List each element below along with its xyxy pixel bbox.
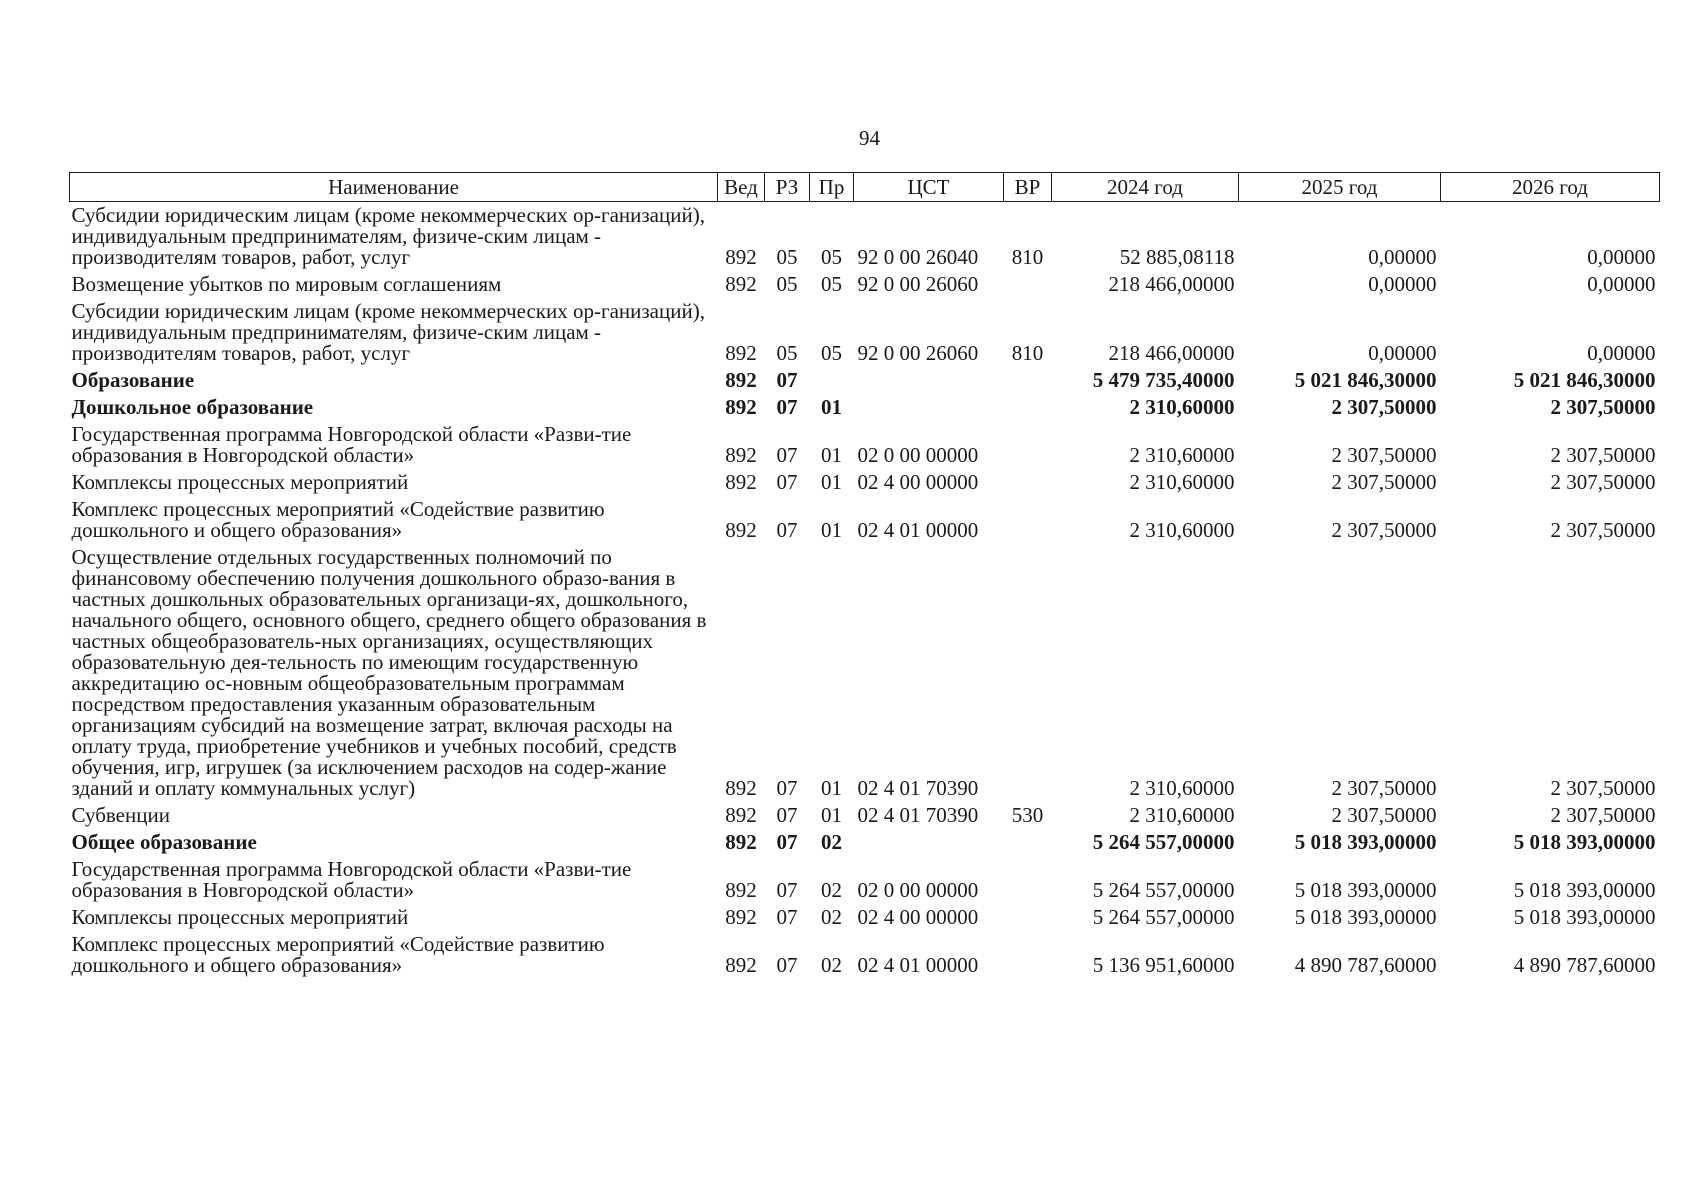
row-2024: 2 310,60000 <box>1129 395 1235 419</box>
row-ved: 892 <box>725 443 757 467</box>
row-name: Образование <box>71 368 195 392</box>
row-rz: 07 <box>776 518 798 542</box>
row-2025: 2 307,50000 <box>1331 518 1437 542</box>
row-vr <box>1004 829 1052 856</box>
row-ved: 892 <box>725 368 757 392</box>
row-2026: 5 018 393,00000 <box>1513 830 1656 854</box>
row-2024: 5 264 557,00000 <box>1092 830 1235 854</box>
row-cst: 02 4 01 00000 <box>857 953 979 977</box>
row-ved: 892 <box>725 395 757 419</box>
row-pr: 02 <box>821 953 842 977</box>
row-2024: 5 264 557,00000 <box>1092 905 1235 929</box>
row-2026: 0,00000 <box>1587 272 1656 296</box>
row-2026: 2 307,50000 <box>1550 395 1656 419</box>
row-rz: 05 <box>776 272 798 296</box>
row-pr: 05 <box>821 245 842 269</box>
row-2024: 218 466,00000 <box>1108 341 1235 365</box>
row-2025: 5 018 393,00000 <box>1294 830 1437 854</box>
row-ved: 892 <box>725 803 757 827</box>
row-cst <box>854 394 1004 421</box>
row-name: Субсидии юридическим лицам (кроме некоммерческих ор-ганизаций), индивидуальным предпринимателям, физиче-ским лицам - производителям товаров, работ, услуг <box>71 203 705 269</box>
row-ved: 892 <box>725 470 757 494</box>
row-2025: 4 890 787,60000 <box>1294 953 1437 977</box>
row-2024: 2 310,60000 <box>1129 803 1235 827</box>
header-2025: 2025 год <box>1239 173 1441 202</box>
row-pr: 02 <box>821 878 842 902</box>
table-row <box>70 904 1660 931</box>
row-pr: 01 <box>821 395 842 419</box>
header-2026: 2026 год <box>1441 173 1660 202</box>
row-name: Осуществление отдельных государственных полномочий по финансовому обеспечению получения дошкольного образо-вания в частных дошкольных образовательных организаци-ях, дошкольного, начального общего, основного общего, среднего общего образования в частных общеобразователь-ных организациях, осуществляющих образовательную дея-тельность по имеющим государственную аккредитацию ос-новным общеобразовательным программам посредством предоставления указанным образовательным организациям субсидий на возмещение затрат, включая расходы на оплату труда, приобретение учебников и учебных пособий, средств обучения, игр, игрушек (за исключением расходов на содер-жание зданий и оплату коммунальных услуг) <box>71 545 707 800</box>
row-ved: 892 <box>725 905 757 929</box>
row-2026: 2 307,50000 <box>1550 518 1656 542</box>
row-rz: 05 <box>776 245 798 269</box>
row-vr <box>1004 904 1052 931</box>
row-rz: 07 <box>776 953 798 977</box>
row-rz: 07 <box>776 830 798 854</box>
row-vr <box>1004 271 1052 298</box>
row-cst <box>854 367 1004 394</box>
header-cst: ЦСТ <box>854 173 1004 202</box>
row-rz: 07 <box>776 470 798 494</box>
row-2026: 4 890 787,60000 <box>1513 953 1656 977</box>
row-cst: 92 0 00 26040 <box>857 245 979 269</box>
row-2024: 2 310,60000 <box>1129 470 1235 494</box>
row-2024: 2 310,60000 <box>1129 518 1235 542</box>
row-vr <box>1004 367 1052 394</box>
header-pr: Пр <box>810 173 854 202</box>
header-ved: Вед <box>718 173 765 202</box>
row-name: Возмещение убытков по мировым соглашениям <box>71 272 502 296</box>
row-ved: 892 <box>725 245 757 269</box>
row-cst: 02 0 00 00000 <box>857 443 979 467</box>
row-2025: 2 307,50000 <box>1331 395 1437 419</box>
row-rz: 07 <box>776 776 798 800</box>
row-rz: 07 <box>776 905 798 929</box>
row-rz: 07 <box>776 395 798 419</box>
row-2026: 5 018 393,00000 <box>1513 905 1656 929</box>
page-number: 94 <box>859 126 880 150</box>
row-name: Субвенции <box>71 803 170 827</box>
row-cst: 02 4 01 70390 <box>857 803 979 827</box>
row-name: Комплексы процессных мероприятий <box>71 905 409 929</box>
table-row <box>70 202 1660 272</box>
row-2025: 5 018 393,00000 <box>1294 878 1437 902</box>
row-name: Комплекс процессных мероприятий «Содействие развитию дошкольного и общего образования» <box>71 497 605 542</box>
row-name: Дошкольное образование <box>71 395 314 419</box>
header-vr: ВР <box>1004 173 1052 202</box>
row-pr: 05 <box>821 341 842 365</box>
table-row <box>70 298 1660 367</box>
row-pr: 01 <box>821 776 842 800</box>
row-2026: 0,00000 <box>1587 341 1656 365</box>
table-row <box>70 496 1660 544</box>
row-vr <box>1004 421 1052 469</box>
row-cst: 02 4 01 00000 <box>857 518 979 542</box>
row-name: Субсидии юридическим лицам (кроме некоммерческих ор-ганизаций), индивидуальным предпринимателям, физиче-ским лицам - производителям товаров, работ, услуг <box>71 299 705 365</box>
row-vr <box>1004 856 1052 904</box>
row-cst: 92 0 00 26060 <box>857 272 979 296</box>
row-ved: 892 <box>725 953 757 977</box>
row-2026: 2 307,50000 <box>1550 776 1656 800</box>
row-rz: 07 <box>776 803 798 827</box>
row-vr: 810 <box>1011 341 1044 365</box>
table-row <box>70 394 1660 421</box>
row-2025: 2 307,50000 <box>1331 803 1437 827</box>
row-pr: 01 <box>821 470 842 494</box>
row-2026: 2 307,50000 <box>1550 470 1656 494</box>
header-2024: 2024 год <box>1052 173 1239 202</box>
row-2025: 0,00000 <box>1368 341 1437 365</box>
table-body <box>70 202 1660 980</box>
row-rz: 07 <box>776 443 798 467</box>
row-ved: 892 <box>725 272 757 296</box>
row-pr: 01 <box>821 443 842 467</box>
row-2025: 2 307,50000 <box>1331 443 1437 467</box>
row-2025: 0,00000 <box>1368 272 1437 296</box>
row-2026: 2 307,50000 <box>1550 443 1656 467</box>
row-cst: 02 0 00 00000 <box>857 878 979 902</box>
row-2024: 218 466,00000 <box>1108 272 1235 296</box>
row-2024: 52 885,08118 <box>1119 245 1235 269</box>
row-vr <box>1004 931 1052 979</box>
row-2024: 5 479 735,40000 <box>1092 368 1235 392</box>
row-rz: 05 <box>776 341 798 365</box>
table-row <box>70 856 1660 904</box>
table-row <box>70 931 1660 979</box>
row-2026: 5 018 393,00000 <box>1513 878 1656 902</box>
row-2024: 2 310,60000 <box>1129 776 1235 800</box>
row-2024: 2 310,60000 <box>1129 443 1235 467</box>
row-cst <box>854 829 1004 856</box>
table-row <box>70 421 1660 469</box>
row-pr: 01 <box>821 518 842 542</box>
row-name: Комплексы процессных мероприятий <box>71 470 409 494</box>
row-cst: 92 0 00 26060 <box>857 341 979 365</box>
row-vr: 810 <box>1011 245 1044 269</box>
row-pr: 02 <box>821 830 842 854</box>
row-pr: 01 <box>821 803 842 827</box>
row-2025: 2 307,50000 <box>1331 470 1437 494</box>
row-2025: 2 307,50000 <box>1331 776 1437 800</box>
budget-table <box>69 172 1660 979</box>
header-row <box>70 173 1660 202</box>
header-name: Наименование <box>70 173 718 202</box>
row-vr: 530 <box>1011 803 1044 827</box>
table-row <box>70 802 1660 829</box>
row-cst: 02 4 00 00000 <box>857 905 979 929</box>
row-ved: 892 <box>725 878 757 902</box>
header-rz: РЗ <box>765 173 810 202</box>
row-2026: 0,00000 <box>1587 245 1656 269</box>
row-vr <box>1004 544 1052 802</box>
table-row <box>70 271 1660 298</box>
row-2026: 2 307,50000 <box>1550 803 1656 827</box>
row-2025: 5 018 393,00000 <box>1294 905 1437 929</box>
row-ved: 892 <box>725 830 757 854</box>
row-vr <box>1004 496 1052 544</box>
row-2024: 5 264 557,00000 <box>1092 878 1235 902</box>
row-ved: 892 <box>725 776 757 800</box>
row-rz: 07 <box>776 368 798 392</box>
row-cst: 02 4 01 70390 <box>857 776 979 800</box>
row-2026: 5 021 846,30000 <box>1513 368 1656 392</box>
row-ved: 892 <box>725 518 757 542</box>
row-2025: 5 021 846,30000 <box>1294 368 1437 392</box>
row-cst: 02 4 00 00000 <box>857 470 979 494</box>
table-row <box>70 829 1660 856</box>
row-name: Комплекс процессных мероприятий «Содействие развитию дошкольного и общего образования» <box>71 932 605 977</box>
row-vr <box>1004 469 1052 496</box>
row-2025: 0,00000 <box>1368 245 1437 269</box>
table-row <box>70 544 1660 802</box>
row-ved: 892 <box>725 341 757 365</box>
row-pr <box>810 367 854 394</box>
row-name: Общее образование <box>71 830 257 854</box>
row-pr: 02 <box>821 905 842 929</box>
row-rz: 07 <box>776 878 798 902</box>
row-vr <box>1004 394 1052 421</box>
table-row <box>70 367 1660 394</box>
table-row <box>70 469 1660 496</box>
table-header <box>70 173 1660 202</box>
row-name: Государственная программа Новгородской области «Разви-тие образования в Новгородской области» <box>71 857 632 902</box>
row-name: Государственная программа Новгородской области «Разви-тие образования в Новгородской области» <box>71 422 632 467</box>
row-2024: 5 136 951,60000 <box>1092 953 1235 977</box>
row-pr: 05 <box>821 272 842 296</box>
